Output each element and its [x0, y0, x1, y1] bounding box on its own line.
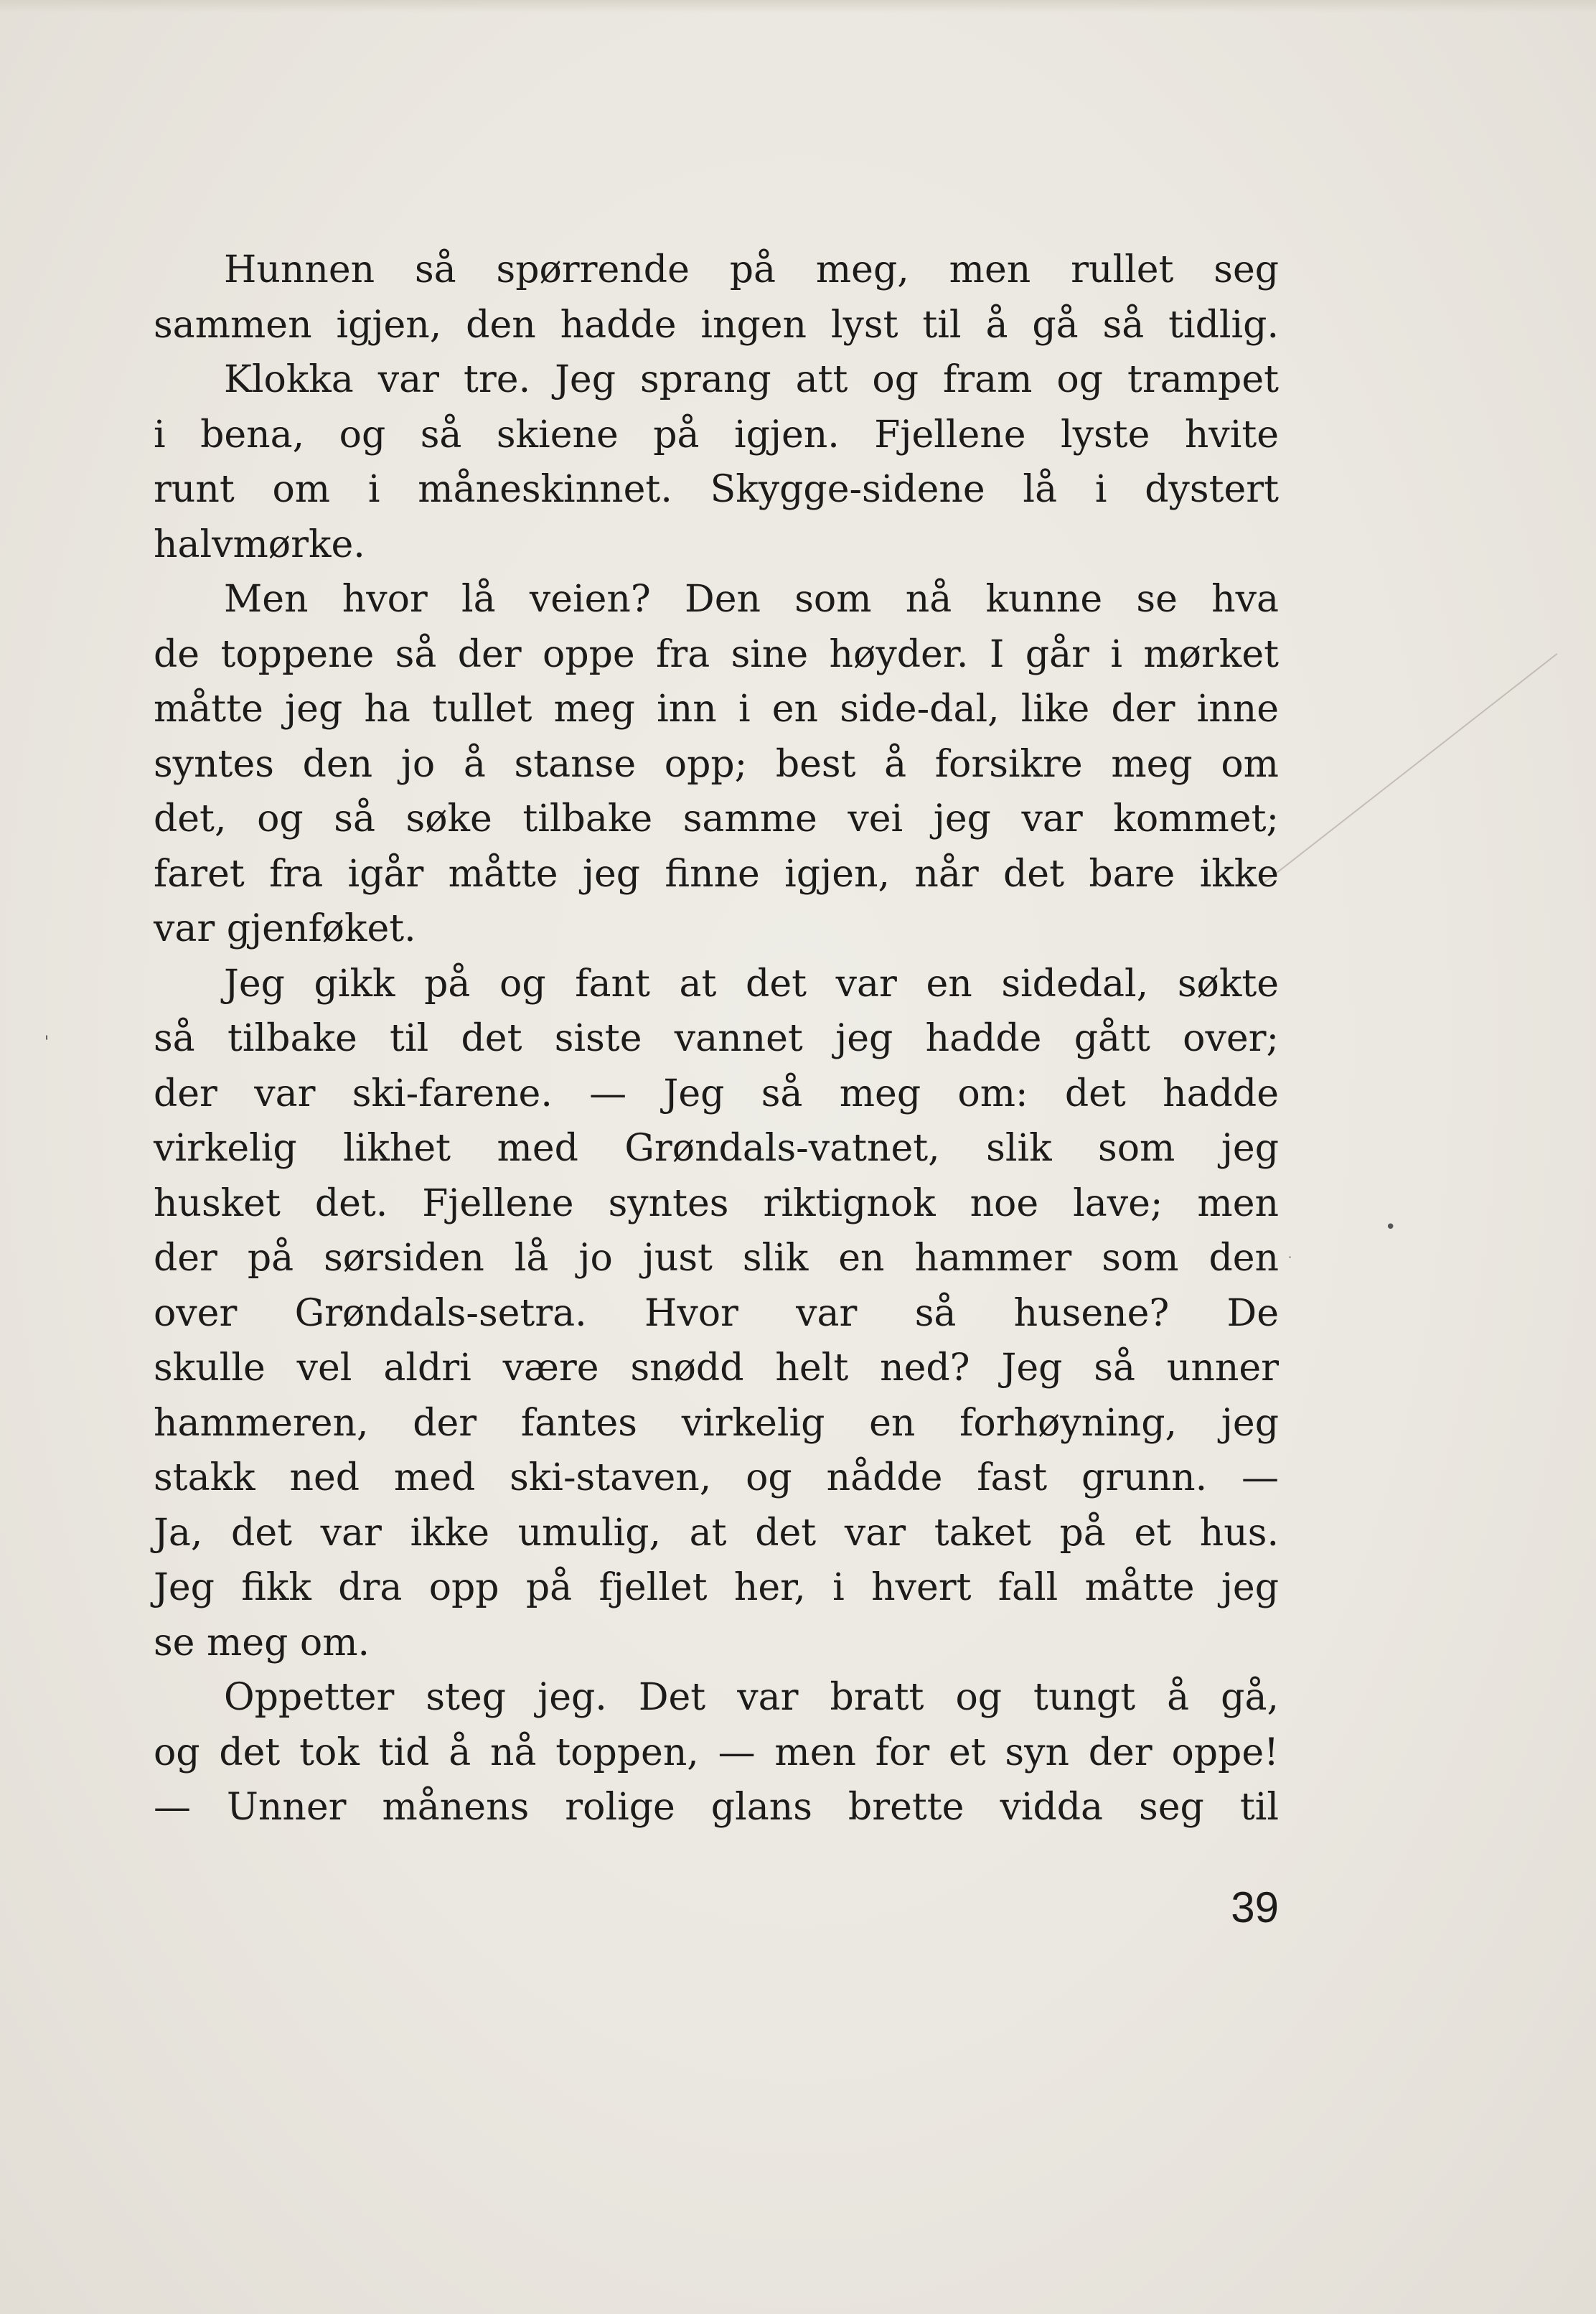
text-line: stakk ned med ski-staven, og nådde fast grunn. — — [154, 1456, 1279, 1499]
text-line: faret fra igår måtte jeg finne igjen, når det bare ikke — [154, 852, 1279, 896]
text-line: måtte jeg ha tullet meg inn i en side-dal, like der inne — [154, 688, 1279, 731]
page-top-edge — [0, 0, 1596, 13]
text-line: husket det. Fjellene syntes riktignok noe lave; men — [154, 1181, 1279, 1225]
text-line: Ja, det var ikke umulig, at det var taket på et hus. — [154, 1511, 1279, 1555]
text-line: runt om i måneskinnet. Skygge-sidene lå i dystert — [154, 468, 1279, 511]
text-line: virkelig likhet med Grøndals-vatnet, slik som jeg — [154, 1127, 1279, 1170]
body-text — [154, 243, 1279, 1835]
text-line: der på sørsiden lå jo just slik en hammer som den — [154, 1237, 1279, 1280]
text-line: i bena, og så skiene på igjen. Fjellene lyste hvite — [154, 413, 1279, 456]
dust-speck: · — [1288, 1250, 1292, 1264]
text-line: sammen igjen, den hadde ingen lyst til å gå så tidlig. — [154, 303, 1279, 347]
text-line: syntes den jo å stanse opp; best å forsikre meg om — [154, 742, 1279, 786]
page-number: 39 — [1231, 1883, 1279, 1931]
text-line: var gjenføket. — [154, 907, 416, 950]
text-line: over Grøndals-setra. Hvor var så husene? De — [154, 1291, 1279, 1335]
text-line: det, og så søke tilbake samme vei jeg var kommet; — [154, 797, 1279, 840]
text-line: Jeg gikk på og fant at det var en sidedal, søkte — [224, 962, 1279, 1006]
text-line: de toppene så der oppe fra sine høyder. I går i mørket — [154, 632, 1279, 676]
text-line: hammeren, der fantes virkelig en forhøyning, jeg — [154, 1401, 1279, 1445]
text-line: Oppetter steg jeg. Det var bratt og tungt å gå, — [224, 1676, 1279, 1719]
text-line: se meg om. — [154, 1621, 370, 1664]
text-line: og det tok tid å nå toppen, — men for et syn der oppe! — [154, 1730, 1279, 1774]
text-line: — Unner månens rolige glans brette vidda seg til — [154, 1786, 1279, 1829]
text-line: Hunnen så spørrende på meg, men rullet seg — [224, 248, 1279, 291]
text-line: Men hvor lå veien? Den som nå kunne se hva — [224, 578, 1279, 621]
text-line: halvmørke. — [154, 523, 365, 566]
text-line: Klokka var tre. Jeg sprang att og fram og trampet — [224, 358, 1279, 401]
text-line: skulle vel aldri være snødd helt ned? Jeg så unner — [154, 1346, 1279, 1390]
text-line: Jeg fikk dra opp på fjellet her, i hvert fall måtte jeg — [154, 1566, 1279, 1609]
dust-speck: ' — [44, 1034, 50, 1051]
dust-speck: • — [1385, 1217, 1396, 1238]
paper-scratch-mark — [1262, 653, 1557, 884]
text-line: der var ski-farene. — Jeg så meg om: det hadde — [154, 1072, 1279, 1115]
text-line: så tilbake til det siste vannet jeg hadde gått over; — [154, 1017, 1279, 1060]
